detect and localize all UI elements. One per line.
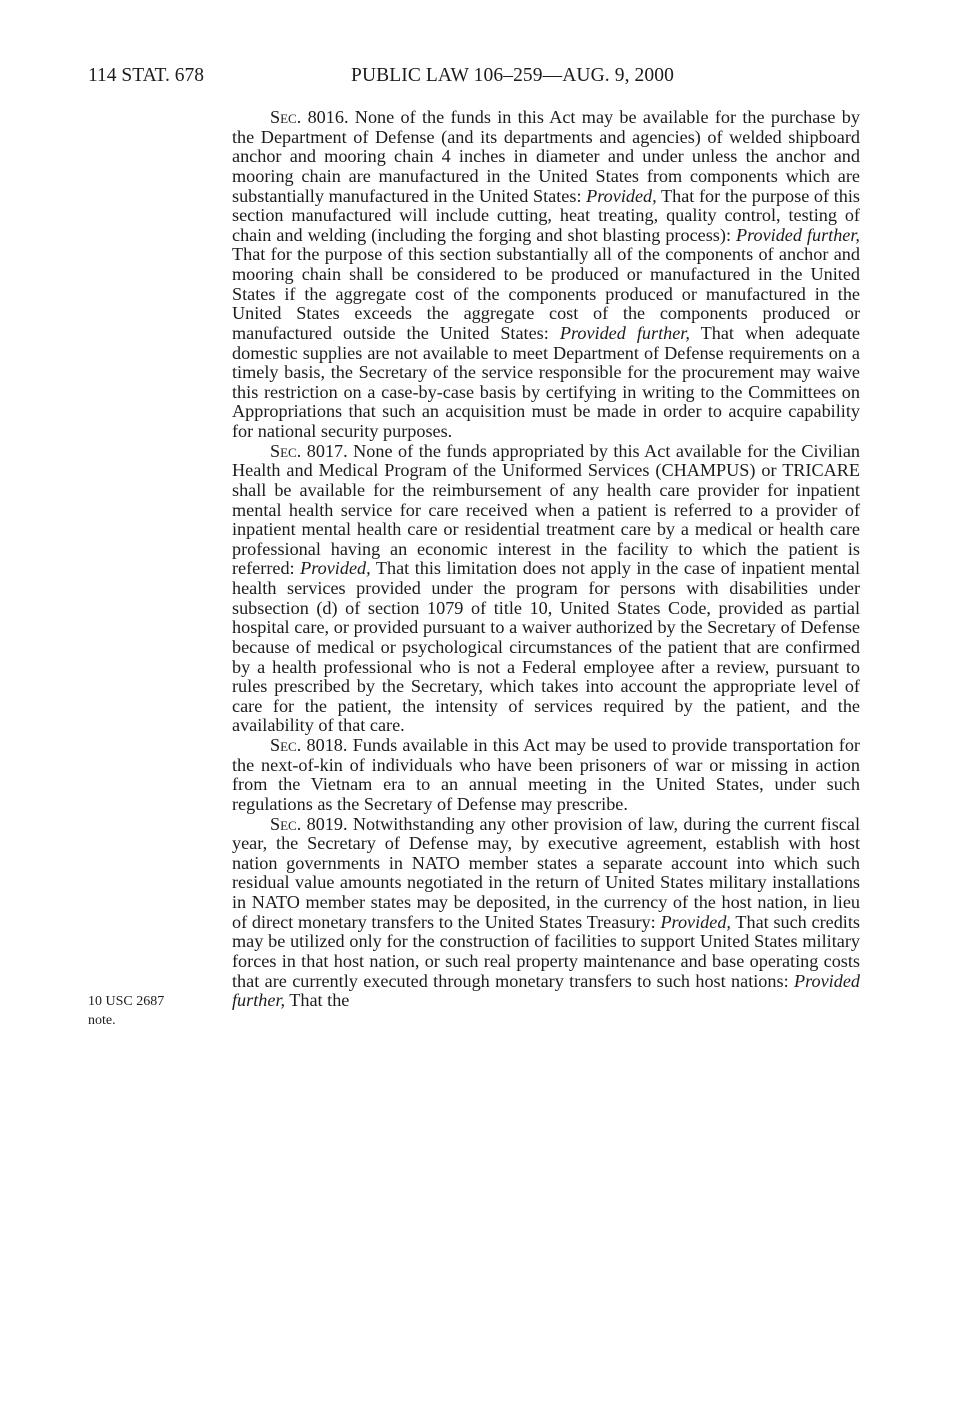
section-text: That for the purpose of this section manufactured will include cutting, heat treating, quality control, testing of chain and welding (including the forging and shot blasting process):: [232, 185, 860, 245]
proviso-text: Provided,: [586, 185, 657, 206]
section-number: Sec. 8018.: [270, 735, 348, 755]
section-text: That for the purpose of this section substantially all of the components of anchor and mooring chain shall be considered to be produced or manufactured in the United States if the aggregate cost of the components produced or manufactured in the United States exceeds the aggregate cost of the components produced or manufactured outside the United States:: [232, 244, 860, 343]
section-text: That when adequate domestic supplies are not available to meet Department of Defense requirements on a timely basis, the Secretary of the service responsible for the procurement may waive this restriction on a case-by-case basis by certifying in writing to the Committees on Appropriations that such an acquisition must be made in order to acquire capability for national security purposes.: [232, 322, 861, 441]
margin-note-citation: 10 USC 2687: [88, 994, 165, 1009]
section-text: None of the funds appropriated by this Act available for the Civilian Health and Medical Program of the Uniformed Services (CHAMPUS) or TRICARE shall be available for the reimbursement of any health care provider for inpatient mental health service for care received when a patient is referred to a provider of inpatient mental health care or residential treatment care by a medical or health care professional having an economic interest in the facility to which the patient is referred:: [232, 440, 860, 579]
section-text: None of the funds in this Act may be available for the purchase by the Department of Defense (and its departments and agencies) of welded shipboard anchor and mooring chain 4 inches in diameter and under unless the anchor and mooring chain are manufactured in the United States from components which are substantially manufactured in the United States:: [232, 107, 860, 206]
section-paragraph: [232, 736, 860, 815]
proviso-text: Provided further,: [559, 322, 690, 343]
section-text: Funds available in this Act may be used to provide transportation for the next-of-kin of individuals who have been prisoners of war or missing in action from the Vietnam era to an annual meeting in the United States, under such regulations as the Secretary of Defense may prescribe.: [232, 735, 860, 814]
proviso-text: Provided further,: [232, 970, 860, 1011]
section-text: Notwithstanding any other provision of law, during the current fiscal year, the Secretary of Defense may, by executive agreement, establish with host nation governments in NATO member states a separate account into which such residual value amounts negotiated in the return of United States military installations in NATO member states may be deposited, in the currency of the host nation, in lieu of direct monetary transfers to the United States Treasury:: [232, 813, 860, 932]
section-text: That such credits may be utilized only for the construction of facilities to support United States military forces in that host nation, or such real property maintenance and base operating costs that are currently executed through monetary transfers to such host nations:: [232, 911, 860, 991]
margin-note: [88, 992, 198, 1030]
section-text: That this limitation does not apply in the case of inpatient mental health services provided under the program for persons with disabilities under subsection (d) of section 1079 of title 10, United States Code, provided as partial hospital care, or provided pursuant to a waiver authorized by the Secretary of Defense because of medical or psychological circumstances of the patient that are confirmed by a health professional who is not a Federal employee after a review, pursuant to rules prescribed by the Secretary, which takes into account the appropriate level of care for the patient, the intensity of services required by the patient, and the availability of that care.: [232, 558, 860, 736]
proviso-text: Provided further,: [735, 224, 860, 245]
margin-note-label: note.: [88, 1013, 116, 1028]
section-text: That the: [285, 990, 350, 1011]
proviso-text: Provided,: [300, 558, 371, 579]
section-paragraph: [232, 108, 860, 442]
body-text: [232, 108, 860, 1011]
page-number: 114 STAT. 678: [88, 65, 204, 86]
section-number: Sec. 8016.: [270, 107, 349, 127]
page-title: PUBLIC LAW 106–259—AUG. 9, 2000: [351, 65, 674, 86]
section-paragraph: [232, 442, 860, 736]
section-number: Sec. 8017.: [270, 440, 348, 461]
section-number: Sec. 8019.: [270, 813, 348, 834]
proviso-text: Provided,: [660, 911, 731, 932]
section-paragraph: [232, 815, 860, 1011]
running-head: [88, 63, 868, 89]
